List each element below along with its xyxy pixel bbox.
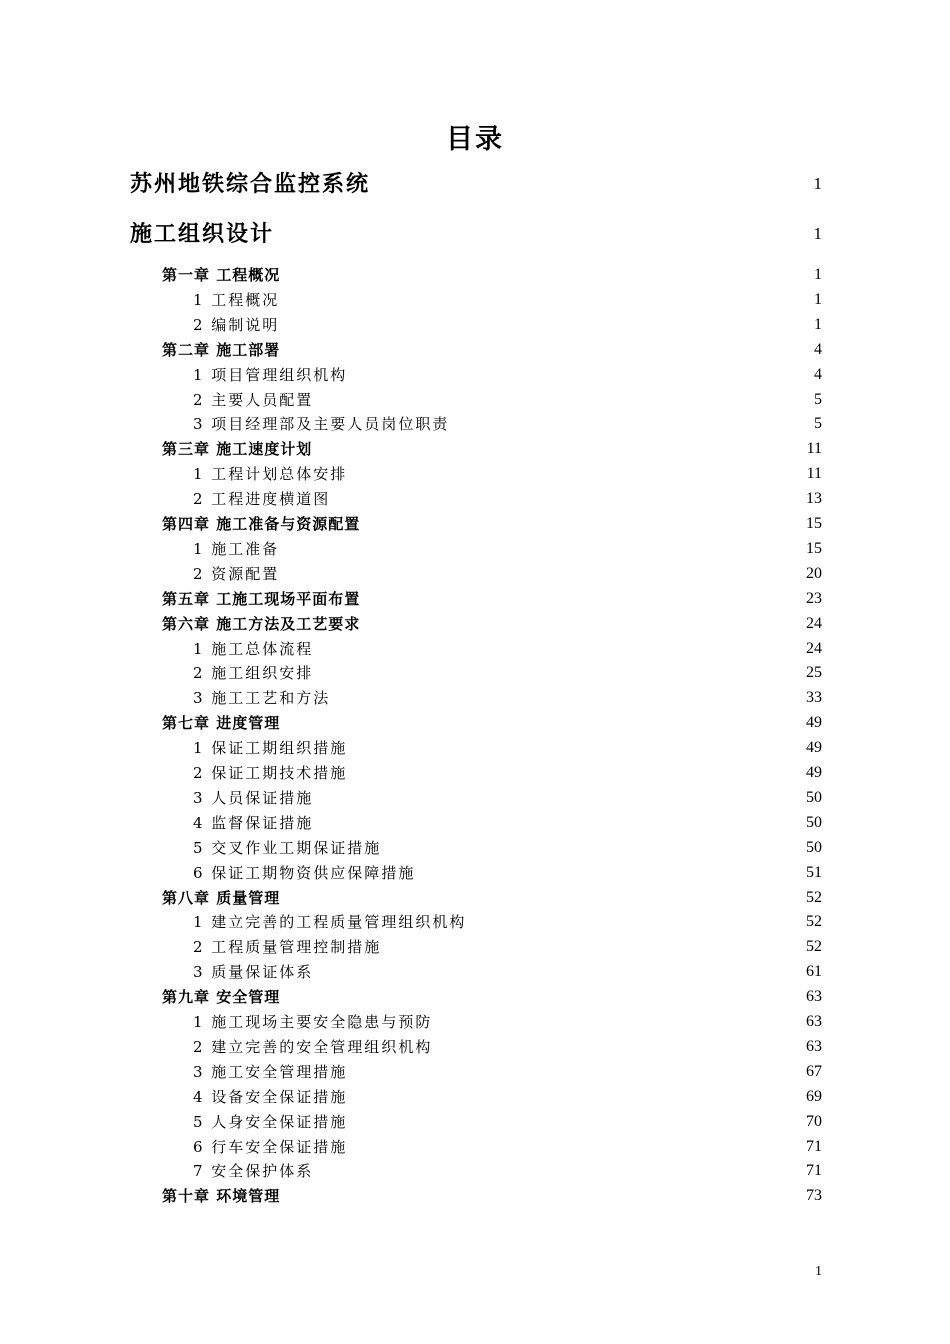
toc-entry-page-number: 20 — [806, 564, 822, 582]
toc-entry-text: 2 主要人员配置 — [193, 390, 314, 409]
toc-section-entry[interactable] — [0, 787, 950, 809]
toc-entry-page-number: 11 — [806, 465, 822, 483]
toc-entry-text: 1 项目管理组织机构 — [193, 365, 348, 384]
toc-entry-page-number: 24 — [806, 614, 822, 632]
toc-section-entry[interactable] — [0, 1036, 950, 1058]
toc-entry-page-number: 61 — [806, 963, 822, 981]
toc-title: 目录 — [446, 124, 504, 155]
toc-section-entry[interactable] — [0, 737, 950, 759]
toc-entry-page-number: 4 — [814, 365, 822, 383]
toc-section-entry[interactable] — [0, 1011, 950, 1033]
toc-entry-page-number: 4 — [814, 340, 822, 358]
toc-entry-text: 第四章 施工准备与资源配置 — [162, 515, 361, 533]
toc-entry-page-number: 71 — [806, 1137, 822, 1155]
toc-entry-text: 2 施工组织安排 — [193, 664, 314, 683]
toc-entry-page-number: 15 — [806, 539, 822, 557]
toc-entry-page-number: 1 — [814, 266, 822, 283]
footer-page-number: 1 — [815, 1264, 822, 1279]
toc-section-entry[interactable] — [0, 762, 950, 784]
toc-section-entry[interactable] — [0, 1160, 950, 1182]
toc-entry-page-number: 1 — [814, 315, 822, 333]
toc-entry-text: 第二章 施工部署 — [162, 340, 281, 359]
toc-entry-page-number: 70 — [806, 1112, 822, 1130]
toc-section-entry[interactable] — [0, 638, 950, 660]
toc-entry-text: 第一章 工程概况 — [162, 266, 281, 284]
toc-entry-page-number: 23 — [806, 589, 822, 607]
toc-entry-page-number: 50 — [806, 788, 822, 806]
toc-chapter-entry[interactable] — [0, 339, 950, 361]
toc-entry-text: 第三章 施工速度计划 — [162, 440, 313, 459]
toc-entry-page-number: 63 — [806, 988, 822, 1006]
toc-section-entry[interactable] — [0, 1111, 950, 1133]
toc-entry-text: 2 资源配置 — [193, 564, 280, 583]
toc-entry-text: 第六章 施工方法及工艺要求 — [162, 614, 361, 633]
toc-section-entry[interactable] — [0, 364, 950, 386]
toc-entry-text: 1 施工准备 — [193, 539, 280, 558]
toc-entry-text: 5 人身安全保证措施 — [193, 1112, 348, 1131]
toc-entry-page-number: 1 — [814, 290, 822, 308]
toc-entry-page-number: 69 — [806, 1087, 822, 1105]
toc-section-entry[interactable] — [0, 961, 950, 983]
toc-chapter-entry[interactable] — [0, 438, 950, 460]
toc-section-entry[interactable] — [0, 563, 950, 585]
toc-section-entry[interactable] — [0, 812, 950, 834]
toc-entry-page-number: 24 — [806, 639, 822, 657]
toc-section-entry[interactable] — [0, 413, 950, 435]
toc-section-entry[interactable] — [0, 837, 950, 859]
toc-section-entry[interactable] — [0, 488, 950, 510]
toc-entry-page-number: 52 — [806, 913, 822, 931]
toc-chapter-entry[interactable] — [0, 1185, 950, 1207]
toc-section-entry[interactable] — [0, 936, 950, 958]
toc-entry-text: 2 保证工期技术措施 — [193, 764, 348, 782]
toc-entry-text: 3 人员保证措施 — [193, 788, 314, 807]
toc-section-entry[interactable] — [0, 314, 950, 336]
toc-entry-text: 第七章 进度管理 — [162, 714, 281, 733]
toc-section-entry[interactable] — [0, 389, 950, 411]
toc-entry-page-number: 63 — [806, 1037, 822, 1055]
toc-section-entry[interactable] — [0, 538, 950, 560]
toc-section-entry[interactable] — [0, 1136, 950, 1158]
toc-section-entry[interactable] — [0, 289, 950, 311]
toc-entry-text: 第五章 工施工现场平面布置 — [162, 589, 361, 608]
toc-entry-text: 施工组织设计 — [130, 221, 275, 247]
toc-entry-page-number: 49 — [806, 764, 822, 781]
toc-entry-text: 5 交叉作业工期保证措施 — [193, 838, 382, 857]
toc-entry-text: 1 建立完善的工程质量管理组织机构 — [193, 913, 467, 932]
toc-chapter-entry[interactable] — [0, 613, 950, 635]
toc-heading-entry[interactable] — [0, 218, 950, 250]
toc-entry-page-number: 73 — [806, 1187, 822, 1205]
toc-entry-text: 1 工程计划总体安排 — [193, 465, 348, 484]
toc-entry-page-number: 33 — [806, 689, 822, 707]
toc-entry-page-number: 11 — [806, 440, 822, 458]
toc-entry-text: 1 保证工期组织措施 — [193, 739, 348, 758]
toc-entry-page-number: 67 — [806, 1062, 822, 1080]
toc-entry-page-number: 51 — [806, 863, 822, 881]
toc-entry-text: 苏州地铁综合监控系统 — [130, 171, 371, 197]
toc-entry-page-number: 52 — [806, 938, 822, 956]
toc-entry-page-number: 49 — [806, 714, 822, 732]
toc-section-entry[interactable] — [0, 687, 950, 709]
toc-entry-text: 2 建立完善的安全管理组织机构 — [193, 1037, 433, 1056]
toc-entry-page-number: 49 — [806, 739, 822, 757]
toc-entry-page-number: 5 — [814, 415, 822, 433]
toc-chapter-entry[interactable] — [0, 264, 950, 286]
toc-section-entry[interactable] — [0, 662, 950, 684]
toc-entry-page-number: 1 — [813, 224, 822, 243]
toc-entry-text: 第十章 环境管理 — [162, 1187, 281, 1206]
toc-entry-page-number: 52 — [806, 888, 822, 906]
toc-entry-page-number: 50 — [806, 813, 822, 831]
toc-entry-page-number: 1 — [813, 174, 822, 193]
toc-entry-page-number: 15 — [806, 515, 822, 532]
toc-entry-text: 1 施工现场主要安全隐患与预防 — [193, 1013, 433, 1031]
toc-entry-page-number: 5 — [814, 390, 822, 408]
toc-entry-text: 3 施工安全管理措施 — [193, 1062, 348, 1081]
toc-section-entry[interactable] — [0, 1086, 950, 1108]
toc-entry-text: 第九章 安全管理 — [162, 988, 281, 1007]
toc-entry-text: 6 保证工期物资供应保障措施 — [193, 863, 416, 882]
toc-chapter-entry[interactable] — [0, 986, 950, 1008]
toc-entry-text: 7 安全保护体系 — [193, 1162, 314, 1181]
toc-section-entry[interactable] — [0, 1061, 950, 1083]
toc-section-entry[interactable] — [0, 463, 950, 485]
toc-entry-text: 2 工程进度横道图 — [193, 490, 331, 509]
toc-section-entry[interactable] — [0, 862, 950, 884]
toc-entry-text: 3 施工工艺和方法 — [193, 689, 331, 708]
toc-entry-text: 4 监督保证措施 — [193, 813, 314, 832]
toc-entry-page-number: 50 — [806, 838, 822, 856]
toc-entry-text: 3 项目经理部及主要人员岗位职责 — [193, 415, 450, 434]
toc-chapter-entry[interactable] — [0, 712, 950, 734]
toc-chapter-entry[interactable] — [0, 513, 950, 535]
toc-entry-text: 2 编制说明 — [193, 315, 280, 334]
toc-chapter-entry[interactable] — [0, 588, 950, 610]
toc-entry-page-number: 71 — [806, 1162, 822, 1180]
toc-entry-text: 1 工程概况 — [193, 290, 280, 309]
toc-entry-text: 3 质量保证体系 — [193, 963, 314, 982]
toc-entry-text: 4 设备安全保证措施 — [193, 1087, 348, 1106]
toc-entry-page-number: 63 — [806, 1013, 822, 1030]
toc-chapter-entry[interactable] — [0, 887, 950, 909]
toc-entry-text: 6 行车安全保证措施 — [193, 1137, 348, 1156]
toc-section-entry[interactable] — [0, 911, 950, 933]
toc-entry-page-number: 13 — [806, 490, 822, 508]
toc-entry-text: 1 施工总体流程 — [193, 639, 314, 658]
toc-entry-text: 2 工程质量管理控制措施 — [193, 938, 382, 957]
toc-entry-page-number: 25 — [806, 664, 822, 682]
toc-heading-entry[interactable] — [0, 168, 950, 200]
toc-entry-text: 第八章 质量管理 — [162, 888, 281, 907]
